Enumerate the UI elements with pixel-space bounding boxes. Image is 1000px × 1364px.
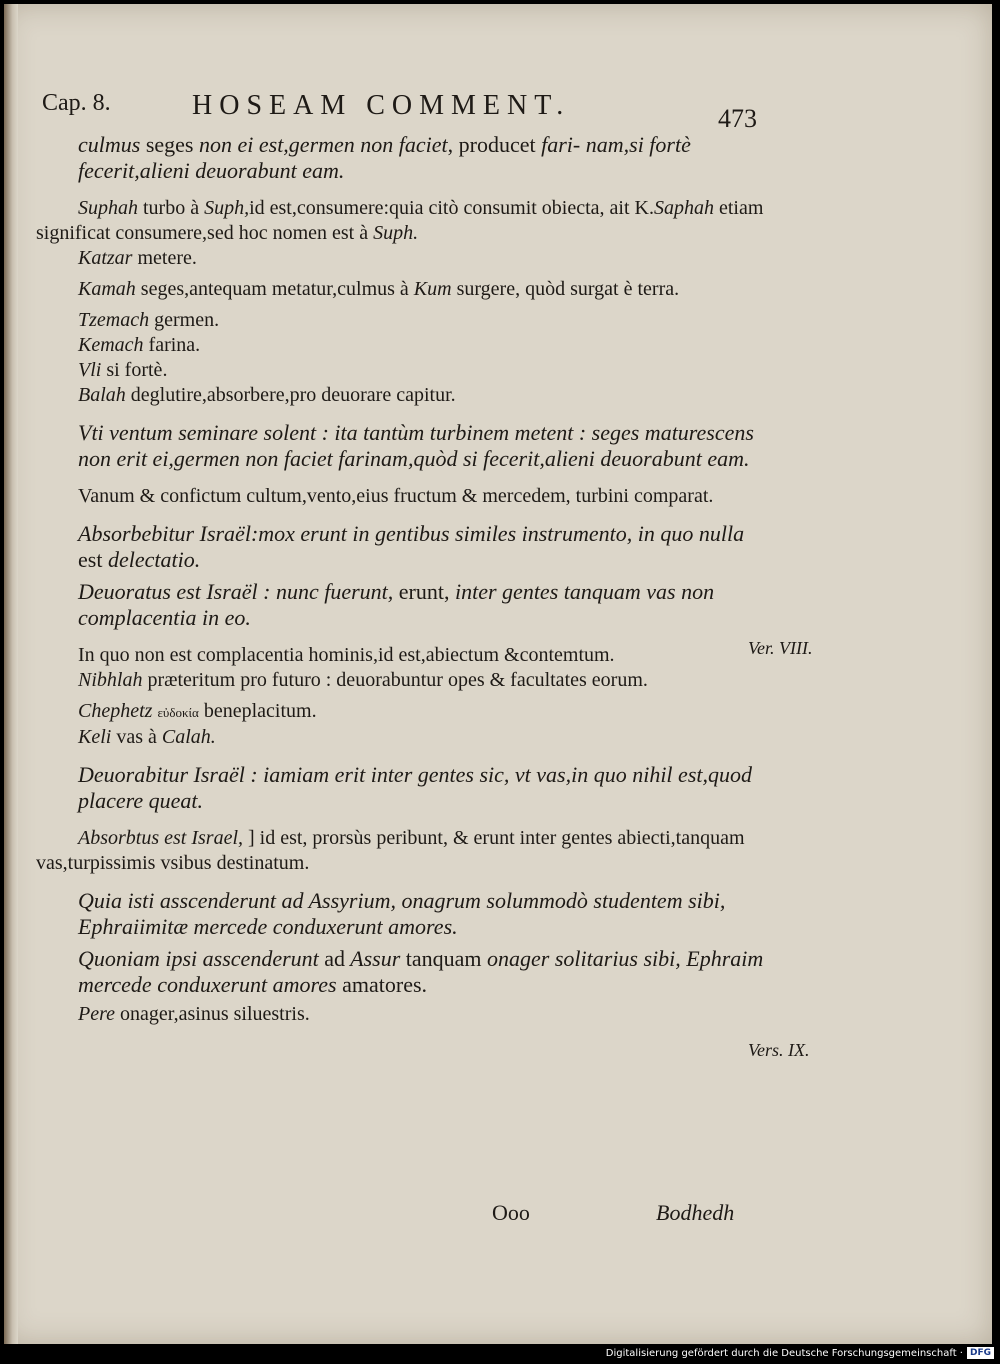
gloss-pere: Pere onager,asinus siluestris. [78, 1003, 310, 1025]
gloss-kamah: Kamah seges,antequam metatur,culmus à Kum surgere, quòd surgat è terra. [78, 278, 680, 300]
gloss-suphah: Suphah turbo à Suph,id est,consumere:quia citò consumit obiecta, ait K.Saphah etiam significat consumere,sed hoc nomen est à Suph. [36, 197, 764, 244]
commentary-3: Absorbtus est Israel, ] id est, prorsùs peribunt, & erunt inter gentes abiecti,tanquam vas,turpissimis vsibus destinatum. [36, 827, 745, 874]
running-title: HOSEAM COMMENT. [192, 90, 571, 121]
gloss-chephetz: Chephetz εὐδοκία beneplacitum. [78, 700, 317, 722]
page-number: 473 [718, 104, 757, 133]
main-text [36, 132, 766, 1027]
book-page [4, 4, 992, 1344]
margin-verse-8: Ver. VIII. [748, 638, 813, 658]
page-header [42, 90, 962, 133]
gloss-katzar: Katzar metere. [78, 247, 197, 269]
verse-translation-2: Deuorabitur Israël : iamiam erit inter gentes sic, vt vas,in quo nihil est,quod placere queat. [78, 762, 752, 813]
gloss-balah: Balah deglutire,absorbere,pro deuorare capitur. [78, 384, 456, 406]
verse-8-latin: Absorbebitur Israël:mox erunt in gentibus similes instrumento, in quo nulla est delectatio. [78, 521, 745, 572]
verse-9-alt: Quoniam ipsi asscenderunt ad Assur tanquam onager solitarius sibi, Ephraim mercede conduxerunt amores amatores. [78, 946, 764, 997]
dfg-logo: DFG [967, 1347, 994, 1359]
gloss-tzemach: Tzemach germen. [78, 309, 220, 331]
gloss-vli: Vli si fortè. [78, 359, 168, 381]
page-gutter [4, 4, 18, 1344]
verse-translation-1: Vti ventum seminare solent : ita tantùm turbinem metent : seges maturescens non erit ei,germen non faciet farinam,quòd si fecerit,alieni deuorabunt eam. [78, 420, 754, 471]
verse-8-alt: Deuoratus est Israël : nunc fuerunt, erunt, inter gentes tanquam vas non complacentia in eo. [78, 579, 715, 630]
gloss-keli: Keli vas à Calah. [78, 726, 216, 748]
gloss-kemach: Kemach farina. [78, 334, 201, 356]
verse-continuation: culmus seges non ei est,germen non faciet, producet fari- nam,si fortè fecerit,alieni deuorabunt eam. [78, 132, 691, 183]
catchword: Bodhedh [656, 1200, 735, 1225]
verse-9-latin: Quia isti asscenderunt ad Assyrium, onagrum solummodò studentem sibi, Ephraiimitæ mercede conduxerunt amores. [78, 888, 726, 939]
margin-verse-9: Vers. IX. [748, 1040, 810, 1060]
footer-text: Digitalisierung gefördert durch die Deutsche Forschungsgemeinschaft · [605, 1347, 963, 1359]
chapter-label: Cap. 8. [42, 90, 111, 116]
commentary-2: In quo non est complacentia hominis,id est,abiectum &contemtum. [78, 644, 615, 666]
signature-mark: Ooo [492, 1200, 530, 1225]
footer-credit [606, 1346, 994, 1360]
gloss-nibhlah: Nibhlah præteritum pro futuro : deuorabuntur opes & facultates eorum. [78, 669, 648, 691]
commentary-1: Vanum & confictum cultum,vento,eius fructum & mercedem, turbini comparat. [78, 485, 714, 507]
